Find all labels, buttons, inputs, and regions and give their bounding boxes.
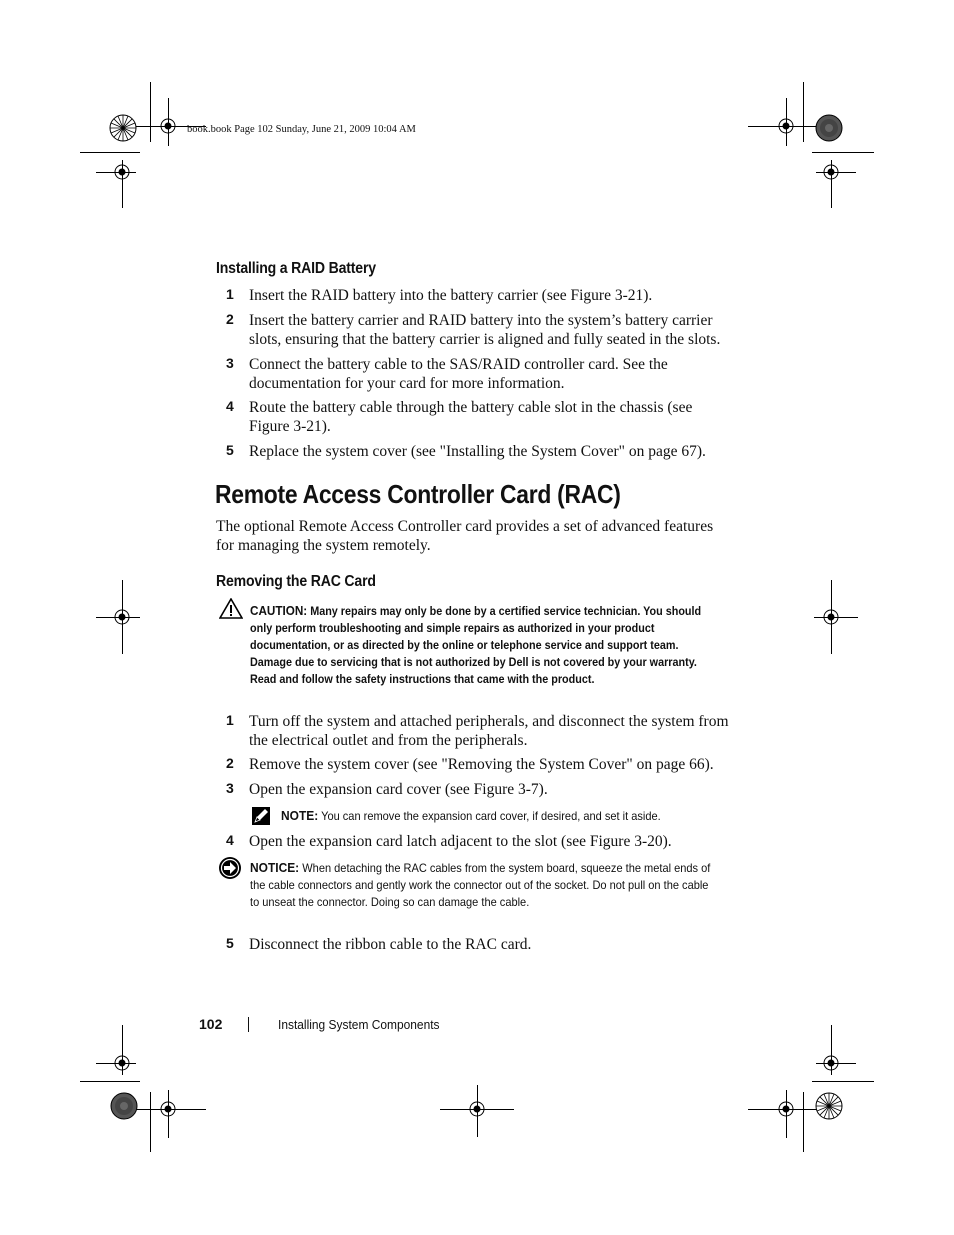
note-label: NOTE: xyxy=(281,808,319,823)
step-text: Route the battery cable through the battery cable slot in the chassis (see Figure 3-21). xyxy=(249,399,693,435)
page-number: 102 xyxy=(199,1016,223,1032)
caution-label: CAUTION: xyxy=(250,603,308,618)
step-text: Open the expansion card latch adjacent to the slot (see Figure 3-20). xyxy=(249,833,672,850)
step-number: 4 xyxy=(226,398,234,414)
footer-divider xyxy=(248,1017,249,1032)
caution-text: Many repairs may only be done by a certified service technician. You should only perform troubleshooting and simple repairs as authorized in your product documentation, or as directed by the online or telephone service and support team. Damage due to servicing that is not authorized by Dell is not covered by your warranty. Read and follow the safety instructions that came with the product. xyxy=(250,604,702,686)
step-text: Remove the system cover (see "Removing the System Cover" on page 66). xyxy=(249,756,714,773)
note-pencil-icon xyxy=(251,806,271,826)
step-number: 5 xyxy=(226,935,234,951)
step-number: 3 xyxy=(226,355,234,371)
step-number: 5 xyxy=(226,442,234,458)
step-text: Insert the RAID battery into the battery carrier (see Figure 3-21). xyxy=(249,287,653,304)
step-text: Open the expansion card cover (see Figure 3-7). xyxy=(249,781,548,798)
step-number: 4 xyxy=(226,832,234,848)
step-text: Insert the battery carrier and RAID battery into the system’s battery carrier slots, ensuring that the battery carrier is aligned and fully seated in the slots. xyxy=(249,312,721,348)
caution-triangle-icon xyxy=(219,598,243,619)
footer-chapter-title: Installing System Components xyxy=(278,1017,440,1032)
step-text: Turn off the system and attached peripherals, and disconnect the system from the electrical outlet and from the peripherals. xyxy=(249,713,729,749)
note-text: You can remove the expansion card cover, if desired, and set it aside. xyxy=(321,809,661,823)
step-number: 1 xyxy=(226,286,234,302)
section-title-rac: Remote Access Controller Card (RAC) xyxy=(215,479,621,509)
caution-block xyxy=(250,602,765,688)
notice-arrow-icon xyxy=(218,856,242,880)
step-number: 2 xyxy=(226,755,234,771)
print-header: book.book Page 102 Sunday, June 21, 2009 10:04 AM xyxy=(187,124,416,135)
step-text: Disconnect the ribbon cable to the RAC card. xyxy=(249,936,532,953)
step-number: 2 xyxy=(226,311,234,327)
section-heading-installing-raid-battery: Installing a RAID Battery xyxy=(216,260,376,277)
notice-block xyxy=(250,859,719,911)
intro-paragraph: The optional Remote Access Controller card provides a set of advanced features for managing the system remotely. xyxy=(216,518,714,554)
section-heading-removing-rac-card: Removing the RAC Card xyxy=(216,573,376,590)
notice-label: NOTICE: xyxy=(250,860,300,875)
notice-text: When detaching the RAC cables from the system board, squeeze the metal ends of the cable connectors and gently work the connector out of the socket. Do not pull on the cable to unseat the connector. Doing so can damage the cable. xyxy=(250,861,711,909)
step-number: 1 xyxy=(226,712,234,728)
step-number: 3 xyxy=(226,780,234,796)
step-text: Connect the battery cable to the SAS/RAID controller card. See the documentation for your card for more information. xyxy=(249,356,668,392)
note-block xyxy=(281,807,661,825)
step-text: Replace the system cover (see "Installing the System Cover" on page 67). xyxy=(249,443,706,460)
